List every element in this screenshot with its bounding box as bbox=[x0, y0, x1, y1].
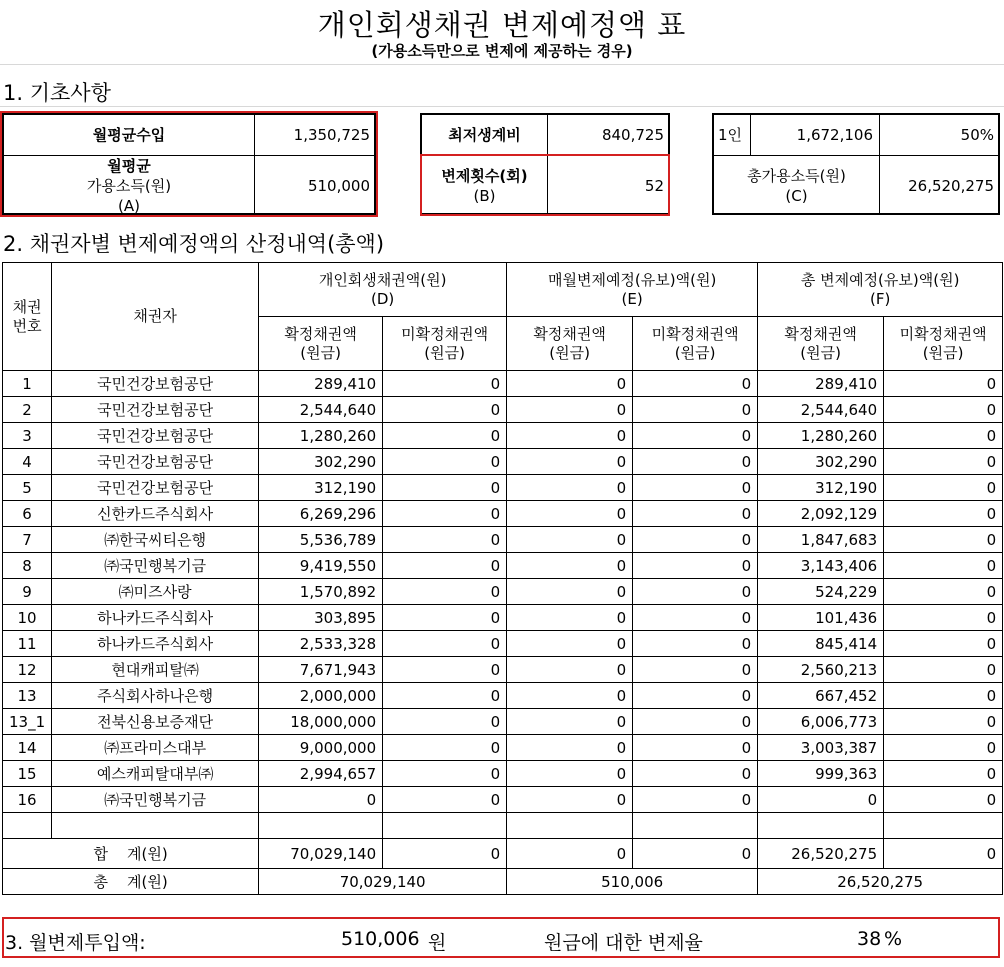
amount-e2[interactable]: 0 bbox=[633, 423, 758, 449]
amount-d2[interactable]: 0 bbox=[383, 579, 507, 605]
amount-f1[interactable]: 3,003,387 bbox=[758, 735, 884, 761]
empty-cell[interactable] bbox=[507, 813, 633, 839]
amount-f2[interactable]: 0 bbox=[884, 683, 1003, 709]
table-row bbox=[3, 423, 1003, 449]
header-f-unconfirmed: 미확정채권액 (원금) bbox=[884, 317, 1003, 371]
disposable-income-value[interactable]: 510,000 bbox=[307, 176, 370, 195]
table-row bbox=[3, 475, 1003, 501]
living-box bbox=[420, 113, 670, 215]
amount-d1[interactable]: 5,536,789 bbox=[259, 527, 383, 553]
creditor-name[interactable]: 국민건강보험공단 bbox=[52, 475, 259, 501]
disposable-income-label: 월평균 가용소득(원) (A) bbox=[86, 156, 172, 215]
monthly-payment-unit: 원 bbox=[428, 932, 447, 954]
amount-e2[interactable]: 0 bbox=[633, 735, 758, 761]
amount-d1[interactable]: 18,000,000 bbox=[259, 709, 383, 735]
amount-d1[interactable]: 2,533,328 bbox=[259, 631, 383, 657]
creditor-no[interactable]: 16 bbox=[3, 787, 52, 813]
amount-e1[interactable]: 0 bbox=[507, 527, 633, 553]
creditor-name[interactable]: 전북신용보증재단 bbox=[52, 709, 259, 735]
creditor-no[interactable]: 10 bbox=[3, 605, 52, 631]
amount-f1[interactable]: 2,092,129 bbox=[758, 501, 884, 527]
creditor-name[interactable]: ㈜한국씨티은행 bbox=[52, 527, 259, 553]
subtotal-e1[interactable]: 0 bbox=[507, 839, 633, 869]
amount-e1[interactable]: 0 bbox=[507, 657, 633, 683]
amount-f2[interactable]: 0 bbox=[884, 657, 1003, 683]
creditor-name[interactable]: 국민건강보험공단 bbox=[52, 371, 259, 397]
creditor-name[interactable]: 국민건강보험공단 bbox=[52, 423, 259, 449]
table-row bbox=[3, 657, 1003, 683]
amount-d2[interactable]: 0 bbox=[383, 735, 507, 761]
amount-d2[interactable]: 0 bbox=[383, 631, 507, 657]
amount-e2[interactable]: 0 bbox=[633, 449, 758, 475]
creditor-table bbox=[2, 262, 1003, 895]
creditor-name[interactable]: ㈜국민행복기금 bbox=[52, 553, 259, 579]
amount-d1[interactable]: 9,000,000 bbox=[259, 735, 383, 761]
table-row bbox=[3, 501, 1003, 527]
household-size: 1인 bbox=[718, 126, 743, 144]
amount-e1[interactable]: 0 bbox=[507, 631, 633, 657]
empty-cell[interactable] bbox=[633, 813, 758, 839]
amount-f1[interactable]: 0 bbox=[758, 787, 884, 813]
amount-f1[interactable]: 999,363 bbox=[758, 761, 884, 787]
amount-d2[interactable]: 0 bbox=[383, 423, 507, 449]
creditor-name[interactable]: 주식회사하나은행 bbox=[52, 683, 259, 709]
amount-e2[interactable]: 0 bbox=[633, 605, 758, 631]
header-d-confirmed: 확정채권액 (원금) bbox=[259, 317, 383, 371]
gridline bbox=[0, 64, 1004, 65]
monthly-payment-amount[interactable]: 510,006 bbox=[341, 928, 420, 950]
total-row bbox=[3, 869, 1003, 895]
header-d-unconfirmed: 미확정채권액 (원금) bbox=[383, 317, 507, 371]
amount-f2[interactable]: 0 bbox=[884, 397, 1003, 423]
creditor-name[interactable]: ㈜국민행복기금 bbox=[52, 787, 259, 813]
amount-f1[interactable]: 312,190 bbox=[758, 475, 884, 501]
creditor-no[interactable]: 13 bbox=[3, 683, 52, 709]
amount-d1[interactable]: 303,895 bbox=[259, 605, 383, 631]
amount-f1[interactable]: 302,290 bbox=[758, 449, 884, 475]
amount-d1[interactable]: 1,280,260 bbox=[259, 423, 383, 449]
amount-d1[interactable]: 1,570,892 bbox=[259, 579, 383, 605]
amount-e1[interactable]: 0 bbox=[507, 605, 633, 631]
creditor-no[interactable]: 12 bbox=[3, 657, 52, 683]
repayment-ratio-unit: % bbox=[884, 928, 903, 950]
table-row bbox=[3, 579, 1003, 605]
amount-f1[interactable]: 289,410 bbox=[758, 371, 884, 397]
amount-f2[interactable]: 0 bbox=[884, 449, 1003, 475]
header-d: 개인회생채권액(원) (D) bbox=[259, 263, 507, 317]
amount-d2[interactable]: 0 bbox=[383, 657, 507, 683]
amount-f2[interactable]: 0 bbox=[884, 605, 1003, 631]
monthly-payment-bar bbox=[2, 917, 1000, 958]
amount-e1[interactable]: 0 bbox=[507, 709, 633, 735]
creditor-no[interactable]: 5 bbox=[3, 475, 52, 501]
table-row bbox=[3, 683, 1003, 709]
creditor-no[interactable]: 11 bbox=[3, 631, 52, 657]
amount-e2[interactable]: 0 bbox=[633, 657, 758, 683]
table-row bbox=[3, 787, 1003, 813]
creditor-no[interactable]: 13_1 bbox=[3, 709, 52, 735]
amount-d1[interactable]: 312,190 bbox=[259, 475, 383, 501]
amount-f2[interactable]: 0 bbox=[884, 475, 1003, 501]
amount-e1[interactable]: 0 bbox=[507, 787, 633, 813]
amount-e1[interactable]: 0 bbox=[507, 735, 633, 761]
amount-f1[interactable]: 667,452 bbox=[758, 683, 884, 709]
amount-d1[interactable]: 6,269,296 bbox=[259, 501, 383, 527]
amount-f1[interactable]: 2,544,640 bbox=[758, 397, 884, 423]
amount-e2[interactable]: 0 bbox=[633, 787, 758, 813]
amount-e1[interactable]: 0 bbox=[507, 397, 633, 423]
amount-e1[interactable]: 0 bbox=[507, 579, 633, 605]
amount-e2[interactable]: 0 bbox=[633, 501, 758, 527]
header-f-confirmed: 확정채권액 (원금) bbox=[758, 317, 884, 371]
creditor-no[interactable]: 8 bbox=[3, 553, 52, 579]
total-e[interactable]: 510,006 bbox=[507, 869, 758, 895]
amount-e1[interactable]: 0 bbox=[507, 683, 633, 709]
amount-e1[interactable]: 0 bbox=[507, 475, 633, 501]
amount-d1[interactable]: 7,671,943 bbox=[259, 657, 383, 683]
table-row bbox=[3, 527, 1003, 553]
empty-cell[interactable] bbox=[383, 813, 507, 839]
amount-d2[interactable]: 0 bbox=[383, 709, 507, 735]
amount-e2[interactable]: 0 bbox=[633, 553, 758, 579]
amount-e2[interactable]: 0 bbox=[633, 709, 758, 735]
amount-d1[interactable]: 9,419,550 bbox=[259, 553, 383, 579]
amount-f1[interactable]: 3,143,406 bbox=[758, 553, 884, 579]
monthly-income-label: 월평균수입 bbox=[92, 126, 166, 144]
table-row bbox=[3, 397, 1003, 423]
table-row bbox=[3, 761, 1003, 787]
amount-f2[interactable]: 0 bbox=[884, 631, 1003, 657]
amount-d2[interactable]: 0 bbox=[383, 397, 507, 423]
header-e-confirmed: 확정채권액 (원금) bbox=[507, 317, 633, 371]
creditor-name[interactable]: 신한카드주식회사 bbox=[52, 501, 259, 527]
amount-f2[interactable]: 0 bbox=[884, 579, 1003, 605]
household-percent: 50% bbox=[960, 126, 994, 144]
min-living-value[interactable]: 840,725 bbox=[601, 126, 664, 144]
amount-f1[interactable]: 1,847,683 bbox=[758, 527, 884, 553]
amount-f1[interactable]: 6,006,773 bbox=[758, 709, 884, 735]
empty-cell[interactable] bbox=[3, 813, 52, 839]
amount-e2[interactable]: 0 bbox=[633, 761, 758, 787]
creditor-name[interactable]: ㈜미즈사랑 bbox=[52, 579, 259, 605]
amount-e1[interactable]: 0 bbox=[507, 501, 633, 527]
amount-f1[interactable]: 845,414 bbox=[758, 631, 884, 657]
amount-d2[interactable]: 0 bbox=[383, 683, 507, 709]
section-1-heading: 1. 기초사항 bbox=[3, 81, 111, 105]
amount-d2[interactable]: 0 bbox=[383, 605, 507, 631]
creditor-no[interactable]: 15 bbox=[3, 761, 52, 787]
income-box bbox=[2, 113, 376, 215]
amount-e1[interactable]: 0 bbox=[507, 553, 633, 579]
amount-d2[interactable]: 0 bbox=[383, 761, 507, 787]
amount-f2[interactable]: 0 bbox=[884, 761, 1003, 787]
page-subtitle: (가용소득만으로 변제에 제공하는 경우) bbox=[371, 42, 633, 60]
amount-e1[interactable]: 0 bbox=[507, 371, 633, 397]
header-no: 채권 번호 bbox=[3, 263, 52, 371]
creditor-name[interactable]: 하나카드주식회사 bbox=[52, 631, 259, 657]
amount-f2[interactable]: 0 bbox=[884, 423, 1003, 449]
amount-d1[interactable]: 289,410 bbox=[259, 371, 383, 397]
section-2-heading: 2. 채권자별 변제예정액의 산정내역(총액) bbox=[3, 232, 385, 256]
household-amount: 1,672,106 bbox=[796, 126, 873, 144]
amount-e2[interactable]: 0 bbox=[633, 397, 758, 423]
subtotal-label[interactable]: 합 계(원) bbox=[3, 839, 259, 869]
creditor-no[interactable]: 3 bbox=[3, 423, 52, 449]
amount-f2[interactable]: 0 bbox=[884, 371, 1003, 397]
monthly-payment-label: 3. 월변제투입액: bbox=[5, 932, 146, 954]
subtotal-e2[interactable]: 0 bbox=[633, 839, 758, 869]
table-row bbox=[3, 449, 1003, 475]
repay-count-label: 변제횟수(회) (B) bbox=[441, 166, 528, 205]
table-row bbox=[3, 709, 1003, 735]
creditor-no[interactable]: 6 bbox=[3, 501, 52, 527]
amount-d1[interactable]: 302,290 bbox=[259, 449, 383, 475]
amount-d1[interactable]: 2,000,000 bbox=[259, 683, 383, 709]
amount-f2[interactable]: 0 bbox=[884, 501, 1003, 527]
amount-d2[interactable]: 0 bbox=[383, 553, 507, 579]
amount-d1[interactable]: 0 bbox=[259, 787, 383, 813]
total-d[interactable]: 70,029,140 bbox=[259, 869, 507, 895]
empty-cell[interactable] bbox=[52, 813, 259, 839]
creditor-name[interactable]: 하나카드주식회사 bbox=[52, 605, 259, 631]
subtotal-d2[interactable]: 0 bbox=[383, 839, 507, 869]
empty-cell[interactable] bbox=[758, 813, 884, 839]
amount-e2[interactable]: 0 bbox=[633, 371, 758, 397]
table-row bbox=[3, 735, 1003, 761]
amount-d1[interactable]: 2,994,657 bbox=[259, 761, 383, 787]
amount-f1[interactable]: 524,229 bbox=[758, 579, 884, 605]
total-label[interactable]: 총 계(원) bbox=[3, 869, 259, 895]
amount-e1[interactable]: 0 bbox=[507, 449, 633, 475]
table-row bbox=[3, 605, 1003, 631]
creditor-name[interactable]: 예스캐피탈대부㈜ bbox=[52, 761, 259, 787]
amount-e2[interactable]: 0 bbox=[633, 527, 758, 553]
table-row bbox=[3, 553, 1003, 579]
amount-d2[interactable]: 0 bbox=[383, 527, 507, 553]
min-living-label: 최저생계비 bbox=[448, 126, 521, 144]
repayment-ratio-label: 원금에 대한 변제율 bbox=[544, 932, 703, 954]
table-row bbox=[3, 631, 1003, 657]
creditor-no[interactable]: 14 bbox=[3, 735, 52, 761]
header-e: 매월변제예정(유보)액(원) (E) bbox=[507, 263, 758, 317]
empty-cell[interactable] bbox=[884, 813, 1003, 839]
empty-row bbox=[3, 813, 1003, 839]
subtotal-d1[interactable]: 70,029,140 bbox=[259, 839, 383, 869]
amount-f1[interactable]: 2,560,213 bbox=[758, 657, 884, 683]
amount-f1[interactable]: 1,280,260 bbox=[758, 423, 884, 449]
amount-d1[interactable]: 2,544,640 bbox=[259, 397, 383, 423]
household-box bbox=[712, 113, 1000, 215]
total-disposable-value: 26,520,275 bbox=[908, 176, 994, 195]
gridline bbox=[0, 106, 1004, 107]
creditor-name[interactable]: 국민건강보험공단 bbox=[52, 397, 259, 423]
amount-f2[interactable]: 0 bbox=[884, 709, 1003, 735]
creditor-no[interactable]: 9 bbox=[3, 579, 52, 605]
creditor-no[interactable]: 2 bbox=[3, 397, 52, 423]
amount-f2[interactable]: 0 bbox=[884, 787, 1003, 813]
subtotal-f1[interactable]: 26,520,275 bbox=[758, 839, 884, 869]
amount-d2[interactable]: 0 bbox=[383, 787, 507, 813]
amount-f2[interactable]: 0 bbox=[884, 553, 1003, 579]
table-row bbox=[3, 371, 1003, 397]
amount-e1[interactable]: 0 bbox=[507, 761, 633, 787]
amount-e1[interactable]: 0 bbox=[507, 423, 633, 449]
subtotal-row bbox=[3, 839, 1003, 869]
amount-e2[interactable]: 0 bbox=[633, 683, 758, 709]
header-e-unconfirmed: 미확정채권액 (원금) bbox=[633, 317, 758, 371]
creditor-name[interactable]: 국민건강보험공단 bbox=[52, 449, 259, 475]
amount-e2[interactable]: 0 bbox=[633, 631, 758, 657]
creditor-no[interactable]: 1 bbox=[3, 371, 52, 397]
repay-count-value[interactable]: 52 bbox=[644, 176, 664, 195]
header-f: 총 변제예정(유보)액(원) (F) bbox=[758, 263, 1003, 317]
total-disposable-label: 총가용소득(원) (C) bbox=[747, 166, 846, 205]
subtotal-f2[interactable]: 0 bbox=[884, 839, 1003, 869]
creditor-no[interactable]: 7 bbox=[3, 527, 52, 553]
amount-e2[interactable]: 0 bbox=[633, 579, 758, 605]
creditor-name[interactable]: 현대캐피탈㈜ bbox=[52, 657, 259, 683]
amount-f2[interactable]: 0 bbox=[884, 735, 1003, 761]
creditor-name[interactable]: ㈜프라미스대부 bbox=[52, 735, 259, 761]
total-f[interactable]: 26,520,275 bbox=[758, 869, 1003, 895]
empty-cell[interactable] bbox=[259, 813, 383, 839]
page-title: 개인회생채권 변제예정액 표 bbox=[317, 8, 687, 42]
amount-d2[interactable]: 0 bbox=[383, 449, 507, 475]
creditor-no[interactable]: 4 bbox=[3, 449, 52, 475]
amount-d2[interactable]: 0 bbox=[383, 371, 507, 397]
amount-f1[interactable]: 101,436 bbox=[758, 605, 884, 631]
repayment-ratio-value[interactable]: 38 bbox=[857, 928, 882, 950]
header-creditor: 채권자 bbox=[52, 263, 259, 371]
amount-d2[interactable]: 0 bbox=[383, 475, 507, 501]
amount-e2[interactable]: 0 bbox=[633, 475, 758, 501]
amount-f2[interactable]: 0 bbox=[884, 527, 1003, 553]
monthly-income-value[interactable]: 1,350,725 bbox=[293, 126, 370, 144]
amount-d2[interactable]: 0 bbox=[383, 501, 507, 527]
